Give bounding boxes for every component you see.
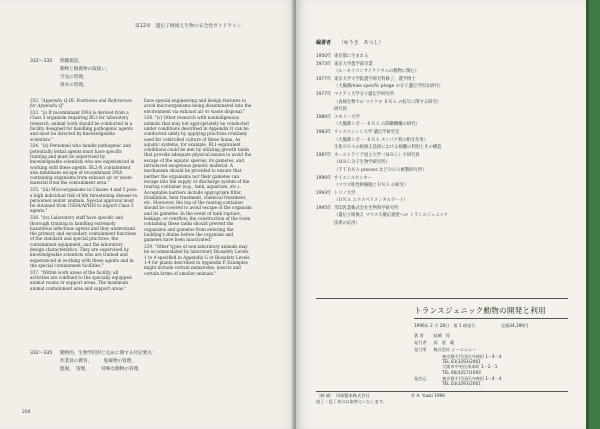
colophon-footer — [316, 393, 445, 405]
section-top-number: 332～335 — [30, 59, 53, 64]
bio-row: （遺伝子組換え マウスで慶応義塾への トランスジェニック — [334, 213, 448, 219]
bio-row: 1980年 エモリー大学 — [316, 114, 360, 120]
footnote-338: 338. "(v) Other research with nonindigenous animals that may not appropriately be conducted under conditions described in Appendix Q can be conducted safely by applying practices routinely used for controlled culture of these fauna. As aquatic systems, for example, BL1-equivalent conditions could be met by utilizing growth tanks that provide adequate physical means to avoid the escape of the aquatic species, its gametes, and introduced exogenous genetic material. A mechanism should be provided to ensure that neither the organisms nor their gametes can escape into the supply or discharge system of the rearing container (e.g., tank, aquarium, etc.). Acceptable barriers include appropriate filter, irradiation, heat treatment, chemical treatment, etc. Moreover, the top of the rearing container should be covered to avoid escape of the organism and its gametes. In the event of tank rupture, leakage, or overflow, the construction of the room containing these tanks should prevent the organisms and gametes from entering the building's drains before the organism and gametes have been inactivated." — [144, 115, 252, 243]
footnote-333: 333. "(i) If recombinant DNA is derived from a Class 3 organism requiring BL3 for laboratory research, animal work should be conducted in a facility designed for handling pathogenic agents and must be directed by knowledgeable scientists." — [30, 110, 133, 142]
footnote-339: 339. "Other types of non-laboratory animals may be accommodated by laboratory Biosafety Levels 1 to 4 specified in Appendix G or Biosafety Levels 1-4 for plants described in Appendix P. Examples might include certain nematodes, insects and certain forms of smaller animals." — [144, 244, 250, 276]
seller-address: 東京都千代田区内神田 1－4－4 TEL 03(3293)2061 — [442, 376, 502, 387]
bio-row: 1977年 マイアミ大学分子遺伝学研究所 — [316, 91, 394, 97]
bio-row: 研究員 — [334, 107, 347, 113]
role-row: 発行所 株式会社 シーエムシー — [414, 347, 477, 352]
role-row: 著 者 結城 惇 — [414, 333, 451, 338]
bio-row: 生体ＤＮＡの組換え技術における核酸の利用とその構造 — [334, 145, 442, 151]
bio-row: （大腸菌トポ ー ＲＮＡ タンパク質の相互作用） — [334, 137, 429, 143]
bio-row: 1993年 トリノ大学 — [316, 190, 356, 196]
role-row: 発行者 鳥 嘉 範 — [414, 340, 455, 345]
book-cover-edge — [586, 0, 600, 429]
section-top-line-2: 動物と飼養物の取扱い， — [60, 67, 111, 72]
section-top-line-4: 排水の管理。 — [60, 83, 88, 88]
column-1 — [30, 98, 138, 292]
bio-row: （真核生物での マイクロ ＲＮＡ の転写に関する研究） — [334, 99, 442, 105]
copyright: © A. Yuuki 1996 — [411, 393, 445, 398]
section-top-line-1: 閉鎖施設， — [60, 59, 83, 64]
bio-row: （ルーネイコンサイクトウエの動物に関心） — [334, 69, 420, 75]
footnote-337-cont: have special engineering and design features to avoid microorganisms being disseminated into the environment via exhaust air or waste disposal." — [144, 98, 252, 114]
price: 定価34,390円 — [501, 323, 529, 328]
bio-row: 1990年 サイエンスセンター — [316, 175, 372, 181]
bio-row: 1950年 東京都に生まれる — [316, 54, 369, 59]
seller-label: 発売元 — [414, 376, 427, 381]
bio-row: （ＴＴＤＮＡ process などＤＮＡ複製研究所） — [334, 167, 427, 173]
section-top — [30, 58, 111, 90]
bio-row: 1983年 ウィスコンシン大学 遺伝学研究室 — [316, 129, 400, 135]
bio-row: （大腸菌トポ ー ＲＮＡ の制御機構の研究） — [334, 122, 420, 128]
title-underline — [414, 318, 568, 319]
bio-row: （ＤＮＡ エクスペリメンタルアート） — [334, 198, 408, 204]
footnote-337: 337. "Within work areas of the facility, all activities are confined to the specially equipped animal rooms or support areas. The maximum animal containment area and support areas." — [30, 269, 132, 291]
bio-row: （マウス胚性幹細胞とＤＮＡ の研究） — [334, 183, 409, 189]
bio-row: （ＭＲＣ分子生物学研究所） — [334, 160, 390, 166]
running-header: 第12章 遺伝子組換え生物の安全性ガイドライン — [135, 24, 242, 29]
author-name: （ゆうき あつし） — [338, 40, 384, 46]
column-2 — [144, 98, 252, 277]
section-bottom-number: 332～335 — [30, 351, 53, 356]
footnote-332: 332. "Appendix Q-III. Footnotes and References for Appendix Q" — [30, 98, 132, 109]
author-label: 編著者 — [316, 40, 332, 46]
bottom-notice: 〔刷 補〕 印刷製本株式会社 — [316, 393, 370, 398]
left-page — [0, 0, 296, 429]
footnote-334: 334. "(ii) Personnel who handle pathogenic and potentially lethal agents must have specific training and must be supervised by knowledgeable scientists who are experienced in working with these agents. BL2-N containment also minimizes escape of recombinant DNA containing organisms from exhaust air or waste material from the containment area." — [30, 143, 135, 186]
bio-row: 1995年 雪印乳業株式会社生物科学研究所 — [316, 205, 399, 211]
bio-row: 1977年 東京大学大学院農学研究科修了，農学博士 — [316, 76, 416, 82]
bio-row: 1973年 東京大学農学部卒業 — [316, 61, 373, 67]
publisher-address: 東京都千代田区内神田 1－4－4 TEL 03(3293)2061 大阪市中央区南本町 1－2－1 TEL 06(4257)1093 — [442, 354, 502, 375]
issue-line: 1996年 2 月 28日 第 1 刷発行 — [414, 323, 476, 328]
section-bottom-line-1: 動物的，生物学的封じ込めに関する付記要点： — [60, 351, 157, 356]
bio-row: （大腸菌male specific phage の分子遺伝学的な研究） — [334, 84, 443, 90]
section-bottom — [30, 350, 156, 374]
bio-row: 1987年 オーストラリア国立大学（ＭＲＣ）で研究員 — [316, 152, 420, 158]
colophon-rule-top — [316, 298, 568, 299]
section-bottom-line-3: 監視， 管理， 特殊な動物の管理， — [60, 367, 143, 372]
bottom-note: 落丁・乱丁本はお取替えいたします。 — [316, 399, 387, 404]
footnote-336: 336. "(iv) Laboratory staff have specific and thorough training in handling extremely hazardous infectious agents and they understand the primary and secondary containment functions of the standard and special practices, the containment equipment, and the laboratory design characteristics. They are supervised by knowledgeable scientists who are trained and experienced in working with these agents and in the special containment facilities." — [30, 215, 137, 268]
right-page — [296, 0, 586, 429]
page-number: 204 — [22, 410, 31, 415]
bio-row: 技術の応用） — [334, 221, 360, 227]
colophon-rule-bottom — [316, 391, 568, 392]
section-top-line-3: 空気の管理， — [60, 75, 88, 80]
section-bottom-line-2: 作業員の教育， 廃棄物の管理， — [60, 359, 136, 364]
footnote-335: 335. "(iii) Microorganisms in Classes 4 and 5 pose a high individual risk of life threatening disease to personnel and/or animals. Special approval must be obtained from USDA/APHIS to import Class 5 agents." — [30, 187, 138, 214]
author-biography — [316, 53, 446, 228]
author-heading — [316, 39, 384, 46]
book-title: トランスジェニック動物の開発と利用 — [414, 306, 546, 315]
